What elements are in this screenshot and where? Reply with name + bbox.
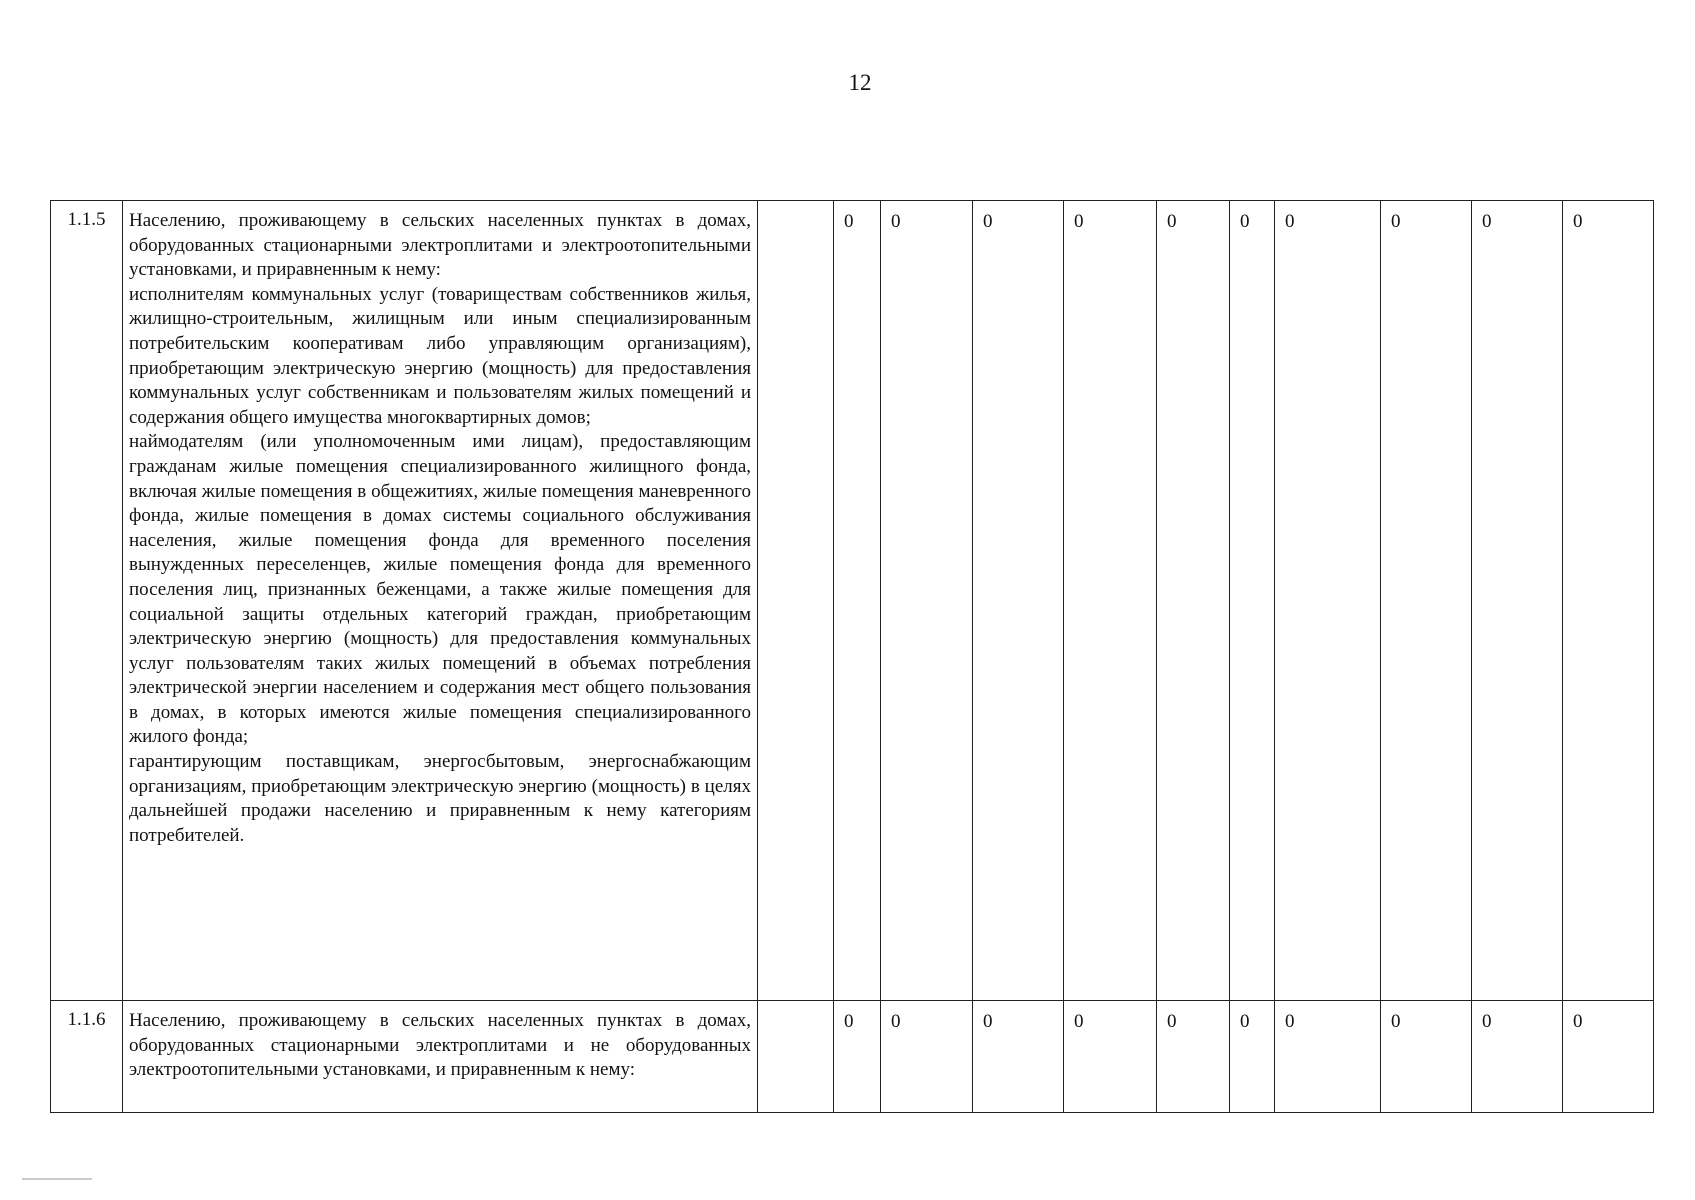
description-paragraph: гарантирующим поставщикам, энергосбытовым, энергоснабжающим организациям, приобретающим электрическую энергию (мощность) в целях дальнейшей продажи населению и приравненным к нему категориям потребителей. [129, 751, 751, 846]
row-number: 1.1.6 [51, 1001, 123, 1113]
value-cell: 0 [834, 1001, 881, 1113]
value-cell: 0 [1563, 1001, 1654, 1113]
value-cell: 0 [881, 201, 973, 1001]
value-cell: 0 [973, 201, 1064, 1001]
scan-artifact [22, 1178, 92, 1180]
value-cell: 0 [1064, 1001, 1157, 1113]
value-cell: 0 [1381, 201, 1472, 1001]
value-cell: 0 [1230, 201, 1275, 1001]
row-description [123, 1001, 758, 1113]
value-cell: 0 [1230, 1001, 1275, 1113]
row-number: 1.1.5 [51, 201, 123, 1001]
value-cell: 0 [1563, 201, 1654, 1001]
description-paragraph: Населению, проживающему в сельских населенных пунктах в домах, оборудованных стационарными электроплитами и не оборудованных электроотопительными установками, и приравненным к нему: [129, 1010, 751, 1081]
value-cell: 0 [1157, 201, 1230, 1001]
value-cell: 0 [973, 1001, 1064, 1113]
description-paragraph: наймодателям (или уполномоченным ими лицам), предоставляющим гражданам жилые помещения специализированного жилищного фонда, включая жилые помещения в общежитиях, жилые помещения маневренного фонда, жилые помещения в домах системы социального обслуживания населения, жилые помещения фонда для временного поселения вынужденных переселенцев, жилые помещения фонда для временного поселения лиц, признанных беженцами, а также жилые помещения для социальной защиты отдельных категорий граждан, приобретающим электрическую энергию (мощность) для предоставления коммунальных услуг пользователям таких жилых помещений в объемах потребления электрической энергии населением и содержания мест общего пользования в домах, в которых имеются жилые помещения специализированного жилого фонда; [129, 431, 751, 748]
table-row [51, 201, 1654, 1001]
value-cell: 0 [1381, 1001, 1472, 1113]
value-cell: 0 [1064, 201, 1157, 1001]
value-cell: 0 [1472, 1001, 1563, 1113]
row-description [123, 201, 758, 1001]
value-cell: 0 [1275, 201, 1381, 1001]
value-cell: 0 [1157, 1001, 1230, 1113]
description-paragraph: исполнителям коммунальных услуг (товариществам собственников жилья, жилищно-строительным, жилищным или иным специализированным потребительским кооперативам либо управляющим организациям), приобретающим электрическую энергию (мощность) для предоставления коммунальных услуг собственникам и пользователям жилых помещений и содержания общего имущества многоквартирных домов; [129, 283, 751, 428]
value-cell: 0 [1275, 1001, 1381, 1113]
page-number: 12 [848, 70, 872, 95]
table-row [51, 1001, 1654, 1113]
unit-cell [758, 1001, 834, 1113]
tariff-table [50, 200, 1654, 1113]
value-cell: 0 [881, 1001, 973, 1113]
unit-cell [758, 201, 834, 1001]
description-paragraph: Населению, проживающему в сельских населенных пунктах в домах, оборудованных стационарными электроплитами и электроотопительными установками, и приравненным к нему: [129, 210, 751, 281]
value-cell: 0 [834, 201, 881, 1001]
value-cell: 0 [1472, 201, 1563, 1001]
